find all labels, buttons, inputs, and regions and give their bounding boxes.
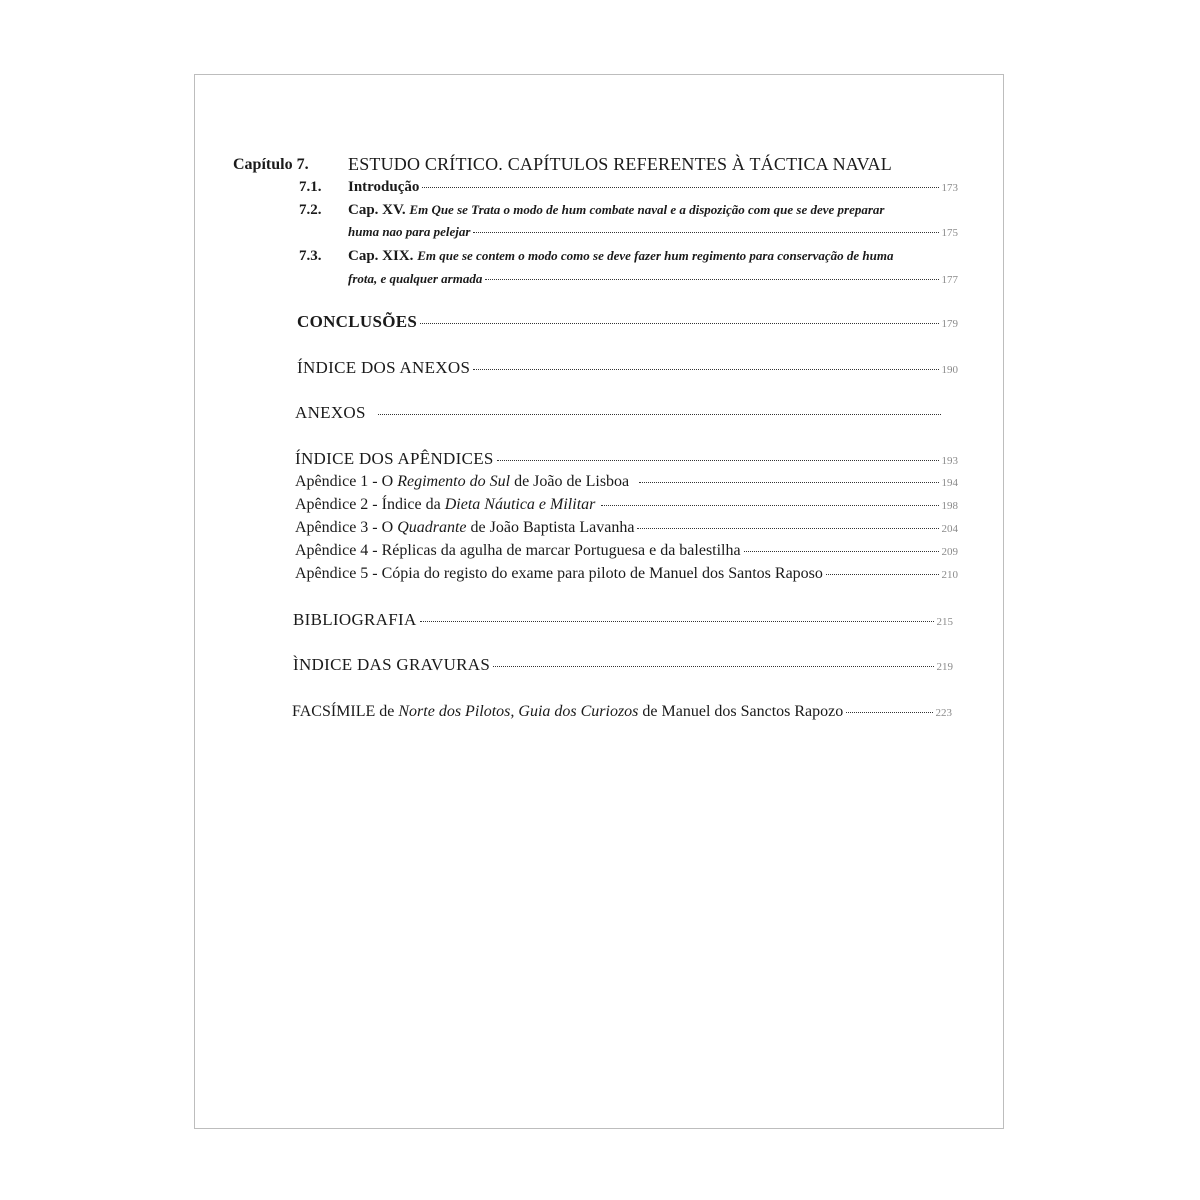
facsimile-italic-title: Norte dos Pilotos, Guia dos Curiozos — [398, 703, 639, 720]
facsimile-author: de Manuel dos Sanctos Rapozo — [638, 703, 844, 720]
dot-leader — [473, 368, 938, 370]
appendix-prefix: Apêndice 1 - O — [295, 473, 398, 490]
page-number: 175 — [941, 227, 958, 239]
toc-entry-cap-xix-line1[interactable] — [348, 246, 893, 266]
page-number: 193 — [941, 455, 958, 467]
dot-leader — [378, 413, 941, 415]
page-number: 179 — [941, 318, 958, 330]
dot-leader — [497, 459, 939, 461]
toc-entry-title: ÍNDICE DOS ANEXOS — [297, 358, 471, 377]
facsimile-label: FACSÍMILE — [292, 703, 376, 720]
chapter-prefix: Cap. XV. — [348, 202, 406, 218]
dot-leader — [601, 504, 938, 506]
toc-entry-title — [295, 495, 595, 515]
dot-leader — [826, 573, 939, 575]
toc-entry-apendice-5[interactable] — [295, 564, 958, 585]
chapter-title: ESTUDO CRÍTICO. CAPÍTULOS REFERENTES À TÁCTICA NAVAL — [348, 154, 892, 174]
dot-leader — [485, 278, 938, 280]
appendix-suffix: de João de Lisboa — [510, 473, 630, 490]
toc-entry-apendice-4[interactable] — [295, 541, 958, 562]
subsection-number: 7.3. — [299, 248, 322, 264]
toc-entry-title: Em Que se Trata o modo de hum combate naval e a dispozição com que se deve preparar — [409, 202, 885, 217]
page-number: 215 — [936, 616, 953, 628]
toc-entry-apendice-1[interactable] — [295, 472, 958, 493]
toc-entry-title — [295, 472, 629, 492]
subsection-number: 7.2. — [299, 202, 322, 218]
toc-entry-apendice-3[interactable] — [295, 518, 958, 539]
dot-leader — [493, 665, 933, 667]
toc-entry-title — [295, 518, 634, 538]
appendix-prefix: Apêndice 2 - Índice da — [295, 496, 445, 513]
toc-entry-title: ÍNDICE DOS APÊNDICES — [295, 449, 494, 468]
toc-entry-bibliografia[interactable] — [293, 610, 953, 632]
toc-entry-title: ÌNDICE DAS GRAVURAS — [293, 655, 491, 674]
toc-entry-indice-anexos[interactable] — [297, 358, 958, 380]
toc-entry-title: Introdução — [348, 179, 420, 195]
page-number: 219 — [936, 661, 953, 673]
toc-entry-title: Em que se contem o modo como se deve fazer hum regimento para conservação de huma — [417, 248, 894, 263]
page-number: 198 — [941, 500, 958, 512]
dot-leader — [420, 322, 938, 324]
toc-entry-conclusoes[interactable] — [297, 312, 958, 334]
page-number: 190 — [941, 364, 958, 376]
toc-entry-cap-xix-line2[interactable] — [348, 269, 958, 290]
chapter-prefix: Cap. XIX. — [348, 248, 414, 264]
chapter-label: Capítulo 7. — [233, 156, 309, 173]
toc-entry-apendice-2[interactable] — [295, 495, 958, 516]
toc-entry-facsimile[interactable] — [292, 702, 952, 723]
page-number: 209 — [941, 546, 958, 558]
appendix-italic-title: Dieta Náutica e Militar — [444, 496, 596, 513]
toc-entry-indice-apendices[interactable] — [295, 449, 958, 471]
appendix-prefix: Apêndice 3 - O — [295, 519, 398, 536]
page-number: 204 — [941, 523, 958, 535]
appendix-suffix: de João Baptista Lavanha — [466, 519, 635, 536]
toc-entry-title — [295, 541, 741, 561]
appendix-italic-title: Regimento do Sul — [397, 473, 511, 490]
toc-entry-introducao[interactable] — [348, 177, 958, 198]
dot-leader — [744, 550, 939, 552]
page-number: 194 — [941, 477, 958, 489]
toc-entry-cap-xv-line2[interactable] — [348, 222, 958, 243]
dot-leader — [846, 711, 932, 713]
toc-entry-indice-gravuras[interactable] — [293, 655, 953, 677]
dot-leader — [473, 231, 938, 233]
appendix-italic-title: Quadrante — [397, 519, 467, 536]
toc-entry-title: ANEXOS — [295, 403, 366, 422]
toc-entry-title: frota, e qualquer armada — [348, 271, 483, 286]
appendix-prefix: Apêndice 4 - Réplicas da agulha de marcar Portuguesa e da balestilha — [295, 542, 741, 559]
dot-leader — [637, 527, 938, 529]
toc-entry-title: CONCLUSÕES — [297, 312, 418, 331]
dot-leader — [420, 620, 934, 622]
page-number: 223 — [935, 707, 952, 719]
page-number: 210 — [941, 569, 958, 581]
toc-entry-anexos[interactable] — [295, 403, 958, 423]
toc-entry-title: huma nao para pelejar — [348, 224, 471, 239]
toc-entry-title: BIBLIOGRAFIA — [293, 610, 417, 629]
toc-entry-title — [292, 702, 843, 722]
page-number: 177 — [941, 274, 958, 286]
document-page — [194, 74, 1004, 1129]
subsection-number: 7.1. — [299, 179, 322, 195]
page-number: 173 — [941, 182, 958, 194]
toc-entry-title — [295, 564, 823, 584]
dot-leader — [422, 186, 938, 188]
appendix-prefix: Apêndice 5 - Cópia do registo do exame para piloto de Manuel dos Santos Raposo — [295, 565, 823, 582]
toc-entry-cap-xv-line1[interactable] — [348, 200, 884, 220]
facsimile-connector: de — [375, 703, 399, 720]
dot-leader — [639, 481, 938, 483]
